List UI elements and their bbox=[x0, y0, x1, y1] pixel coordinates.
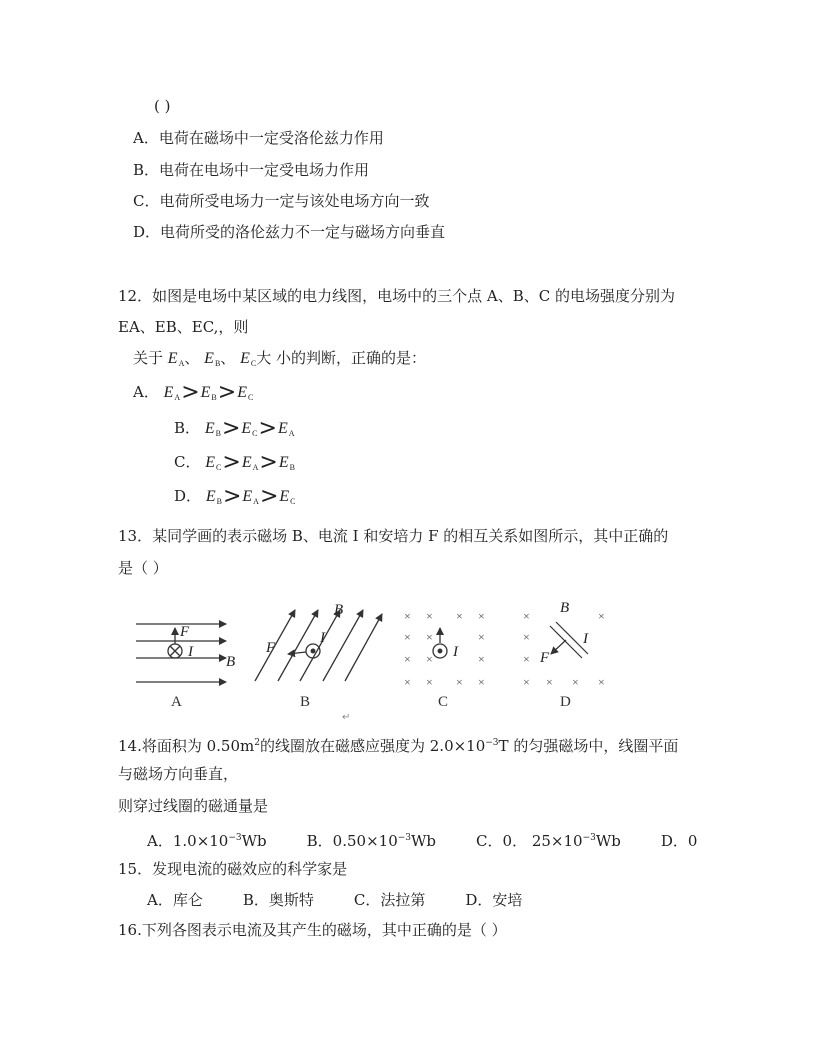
field-cross-mark: × bbox=[426, 630, 433, 644]
field-cross-mark: × bbox=[598, 609, 605, 623]
q14-option-a: A．$1.0\times 10^{-3}Wb$ bbox=[147, 832, 267, 850]
q13-b-label-f: F bbox=[266, 640, 276, 656]
q15-option-b: B．奥斯特 bbox=[242, 891, 314, 909]
field-cross-mark: × bbox=[478, 652, 485, 666]
q12-stem-line1: 12．如图是电场中某区域的电力线图，电场中的三个点 A、B、C 的电场强度分别为 bbox=[118, 287, 675, 305]
q15-option-c: C．法拉第 bbox=[353, 891, 426, 909]
field-cross-mark: × bbox=[523, 675, 530, 689]
q13-c-label-i: I bbox=[453, 644, 458, 660]
field-cross-mark: × bbox=[456, 675, 463, 689]
q13-stem-line2: 是（ ） bbox=[118, 559, 168, 577]
q13-d-label-i: I bbox=[583, 631, 588, 647]
q15-option-d: D．安培 bbox=[465, 891, 523, 909]
field-cross-mark: × bbox=[456, 609, 463, 623]
q13-panel-d-crosses bbox=[523, 609, 605, 689]
q16-stem: 16.下列各图表示电流及其产生的磁场，其中正确的是（ ） bbox=[118, 921, 507, 939]
q15-stem: 15．发现电流的磁效应的科学家是 bbox=[118, 860, 348, 878]
field-cross-mark: × bbox=[572, 675, 579, 689]
field-cross-mark: × bbox=[404, 675, 411, 689]
q12-option-a: A． $E_A>E_B>E_C$ bbox=[133, 380, 254, 405]
q11-option-b: B．电荷在电场中一定受电场力作用 bbox=[133, 161, 370, 179]
q13-d-label-b: B bbox=[560, 600, 570, 616]
field-cross-mark: × bbox=[478, 675, 485, 689]
q13-panel-c bbox=[433, 628, 447, 658]
q12-stem-line3: 关于 $E_A$、 $E_B$、 $E_C$大 小的判断，正确的是： bbox=[133, 349, 426, 368]
q11-paren: ( ) bbox=[154, 97, 171, 115]
q12-option-c: C． $E_C>E_A>E_B$ bbox=[174, 450, 295, 475]
q14-stem-line1: 14.将面积为 $0.50m^2$的线圈放在磁感应强度为 $2.0\times 10^{-3}T$ 的匀强磁场中，线圈平面 bbox=[118, 737, 679, 755]
field-cross-mark: × bbox=[426, 675, 433, 689]
q13-b-label-b: B bbox=[334, 602, 344, 618]
q13-figure bbox=[120, 596, 640, 722]
q14-options bbox=[147, 828, 697, 851]
field-cross-mark: × bbox=[478, 609, 485, 623]
field-cross-mark: × bbox=[523, 609, 530, 623]
field-cross-mark: × bbox=[523, 630, 530, 644]
q11-option-a: A．电荷在磁场中一定受洛伦兹力作用 bbox=[133, 129, 384, 147]
q13-a-label-i: I bbox=[188, 644, 193, 660]
q13-b-label-i: I bbox=[320, 630, 325, 646]
q14-stem-line3: 则穿过线圈的磁通量是 bbox=[118, 797, 269, 815]
q13-stem-line1: 13．某同学画的表示磁场 B、电流 I 和安培力 F 的相互关系如图所示，其中正确的 bbox=[118, 527, 669, 545]
q14-option-d: D．0 bbox=[660, 832, 698, 850]
q13-a-label-b: B bbox=[226, 654, 236, 670]
q15-options bbox=[147, 890, 522, 910]
q14-stem-line2: 与磁场方向垂直， bbox=[118, 765, 239, 783]
field-cross-mark: × bbox=[404, 630, 411, 644]
q11-option-d: D．电荷所受的洛伦兹力不一定与磁场方向垂直 bbox=[133, 223, 446, 241]
q13-a-label-f: F bbox=[180, 624, 190, 640]
q14-option-b: B．$0.50\times 10^{-3}Wb$ bbox=[306, 832, 437, 850]
q15-option-a: A．库仑 bbox=[147, 891, 203, 909]
q13-caption-b: B bbox=[300, 694, 311, 710]
return-mark: ↵ bbox=[342, 712, 351, 722]
field-cross-mark: × bbox=[426, 652, 433, 666]
field-cross-mark: × bbox=[404, 652, 411, 666]
field-cross-mark: × bbox=[478, 630, 485, 644]
field-cross-mark: × bbox=[404, 609, 411, 623]
field-cross-mark: × bbox=[546, 675, 553, 689]
field-cross-mark: × bbox=[523, 652, 530, 666]
q13-caption-d: D bbox=[560, 694, 571, 710]
q12-option-b: B． $E_B>E_C>E_A$ bbox=[174, 416, 295, 441]
field-cross-mark: × bbox=[426, 609, 433, 623]
q13-caption-a: A bbox=[171, 694, 182, 710]
q12-stem-line2: EA、EB、EC,，则 bbox=[118, 318, 249, 336]
q11-option-c: C．电荷所受电场力一定与该处电场方向一致 bbox=[133, 192, 430, 210]
q12-option-d: D． $E_B>E_A>E_C$ bbox=[174, 484, 296, 509]
q13-d-label-f: F bbox=[540, 650, 550, 666]
q13-caption-c: C bbox=[438, 694, 449, 710]
q14-option-c: C．0． $25\times 10^{-3}Wb$ bbox=[476, 832, 621, 850]
field-cross-mark: × bbox=[598, 675, 605, 689]
q13-panel-c-crosses bbox=[404, 609, 485, 689]
